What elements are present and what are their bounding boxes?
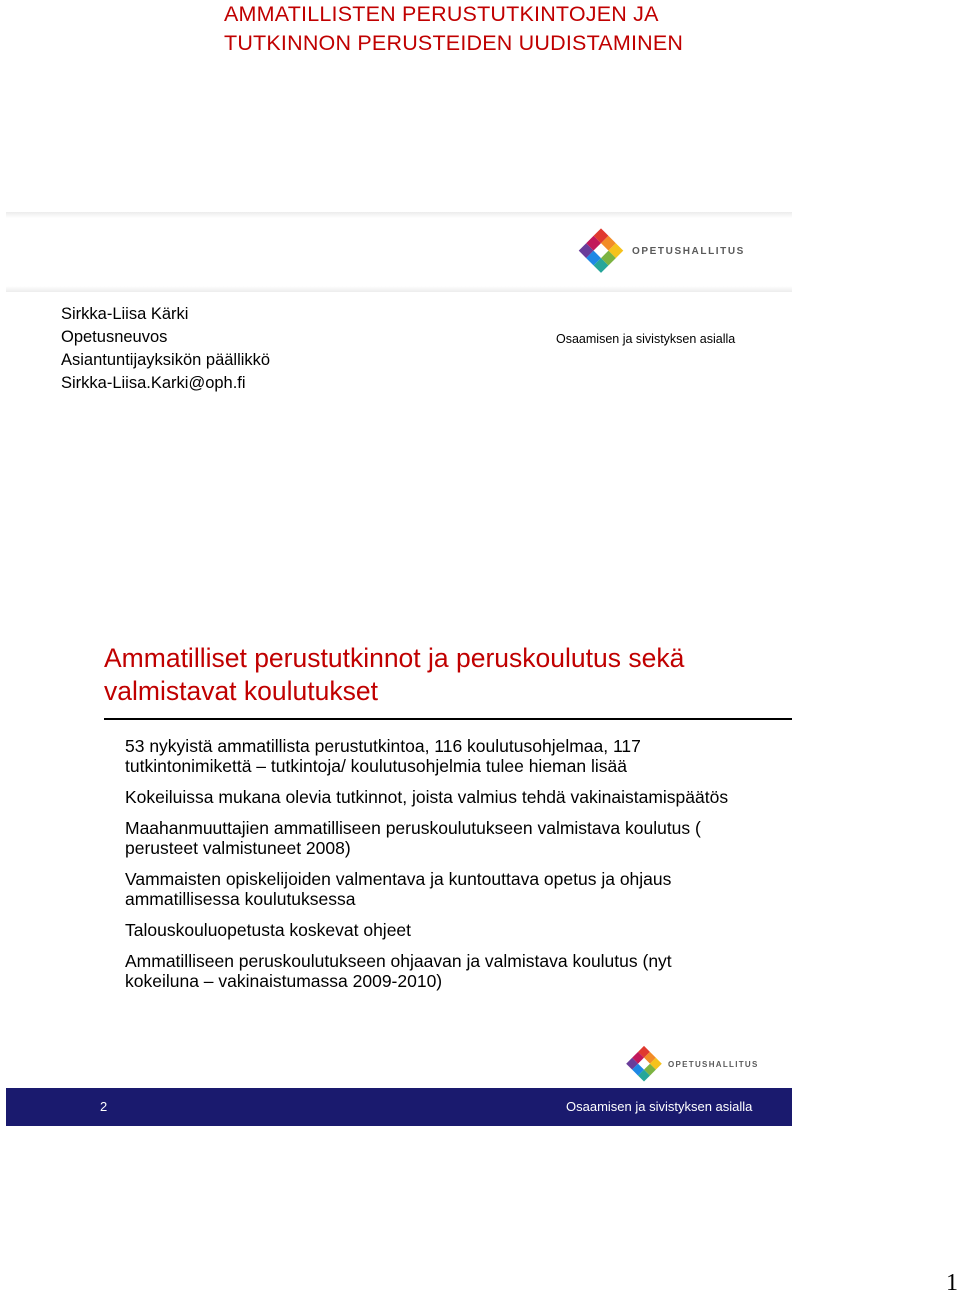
slide2-bullet-list	[125, 736, 745, 1002]
author-name: Sirkka-Liisa Kärki	[61, 305, 189, 323]
list-item: Vammaisten opiskelijoiden valmentava ja kuntouttava opetus ja ohjaus ammatillisessa koulutuksessa	[125, 869, 672, 909]
author-position: Asiantuntijayksikön päällikkö	[61, 351, 271, 369]
list-item: Kokeiluissa mukana olevia tutkinnot, joista valmius tehdä vakinaistamispäätös	[125, 787, 729, 807]
author-email: Sirkka-Liisa.Karki@oph.fi	[61, 374, 246, 392]
slide1-tagline: Osaamisen ja sivistyksen asialla	[556, 332, 736, 346]
slide1-author-block	[61, 303, 270, 395]
slide1-title: AMMATILLISTEN PERUSTUTKINTOJEN JA TUTKINNON PERUSTEIDEN UUDISTAMINEN	[224, 2, 684, 55]
slide1-logo-text: OPETUSHALLITUS	[632, 245, 745, 257]
page-number: 1	[946, 1270, 958, 1296]
slide2-title: Ammatilliset perustutkinnot ja peruskoulutus sekä valmistavat koulutukset	[104, 643, 685, 706]
slide-number: 2	[100, 1099, 108, 1114]
slide2-title-divider	[104, 718, 792, 720]
opetushallitus-logo-icon	[576, 226, 626, 276]
list-item: Talouskouluopetusta koskevat ohjeet	[125, 920, 412, 940]
list-item: Maahanmuuttajien ammatilliseen peruskoulutukseen valmistava koulutus ( perusteet valmistuneet 2008)	[125, 818, 701, 858]
opetushallitus-logo-icon	[624, 1044, 664, 1084]
slide2-footer-tagline: Osaamisen ja sivistyksen asialla	[566, 1099, 753, 1114]
slide2-logo	[624, 1044, 759, 1084]
author-role: Opetusneuvos	[61, 328, 168, 346]
slide1-logo	[576, 226, 745, 276]
slide2-footer-bar	[6, 1088, 792, 1126]
list-item: Ammatilliseen peruskoulutukseen ohjaavan ja valmistava koulutus (nyt kokeiluna – vakinaistumassa 2009-2010)	[125, 951, 672, 991]
slide2-logo-text: OPETUSHALLITUS	[668, 1059, 759, 1069]
list-item: 53 nykyistä ammatillista perustutkintoa, 116 koulutusohjelmaa, 117 tutkintonimikettä – tutkintoja/ koulutusohjelmia tulee hieman lisää	[125, 736, 641, 776]
